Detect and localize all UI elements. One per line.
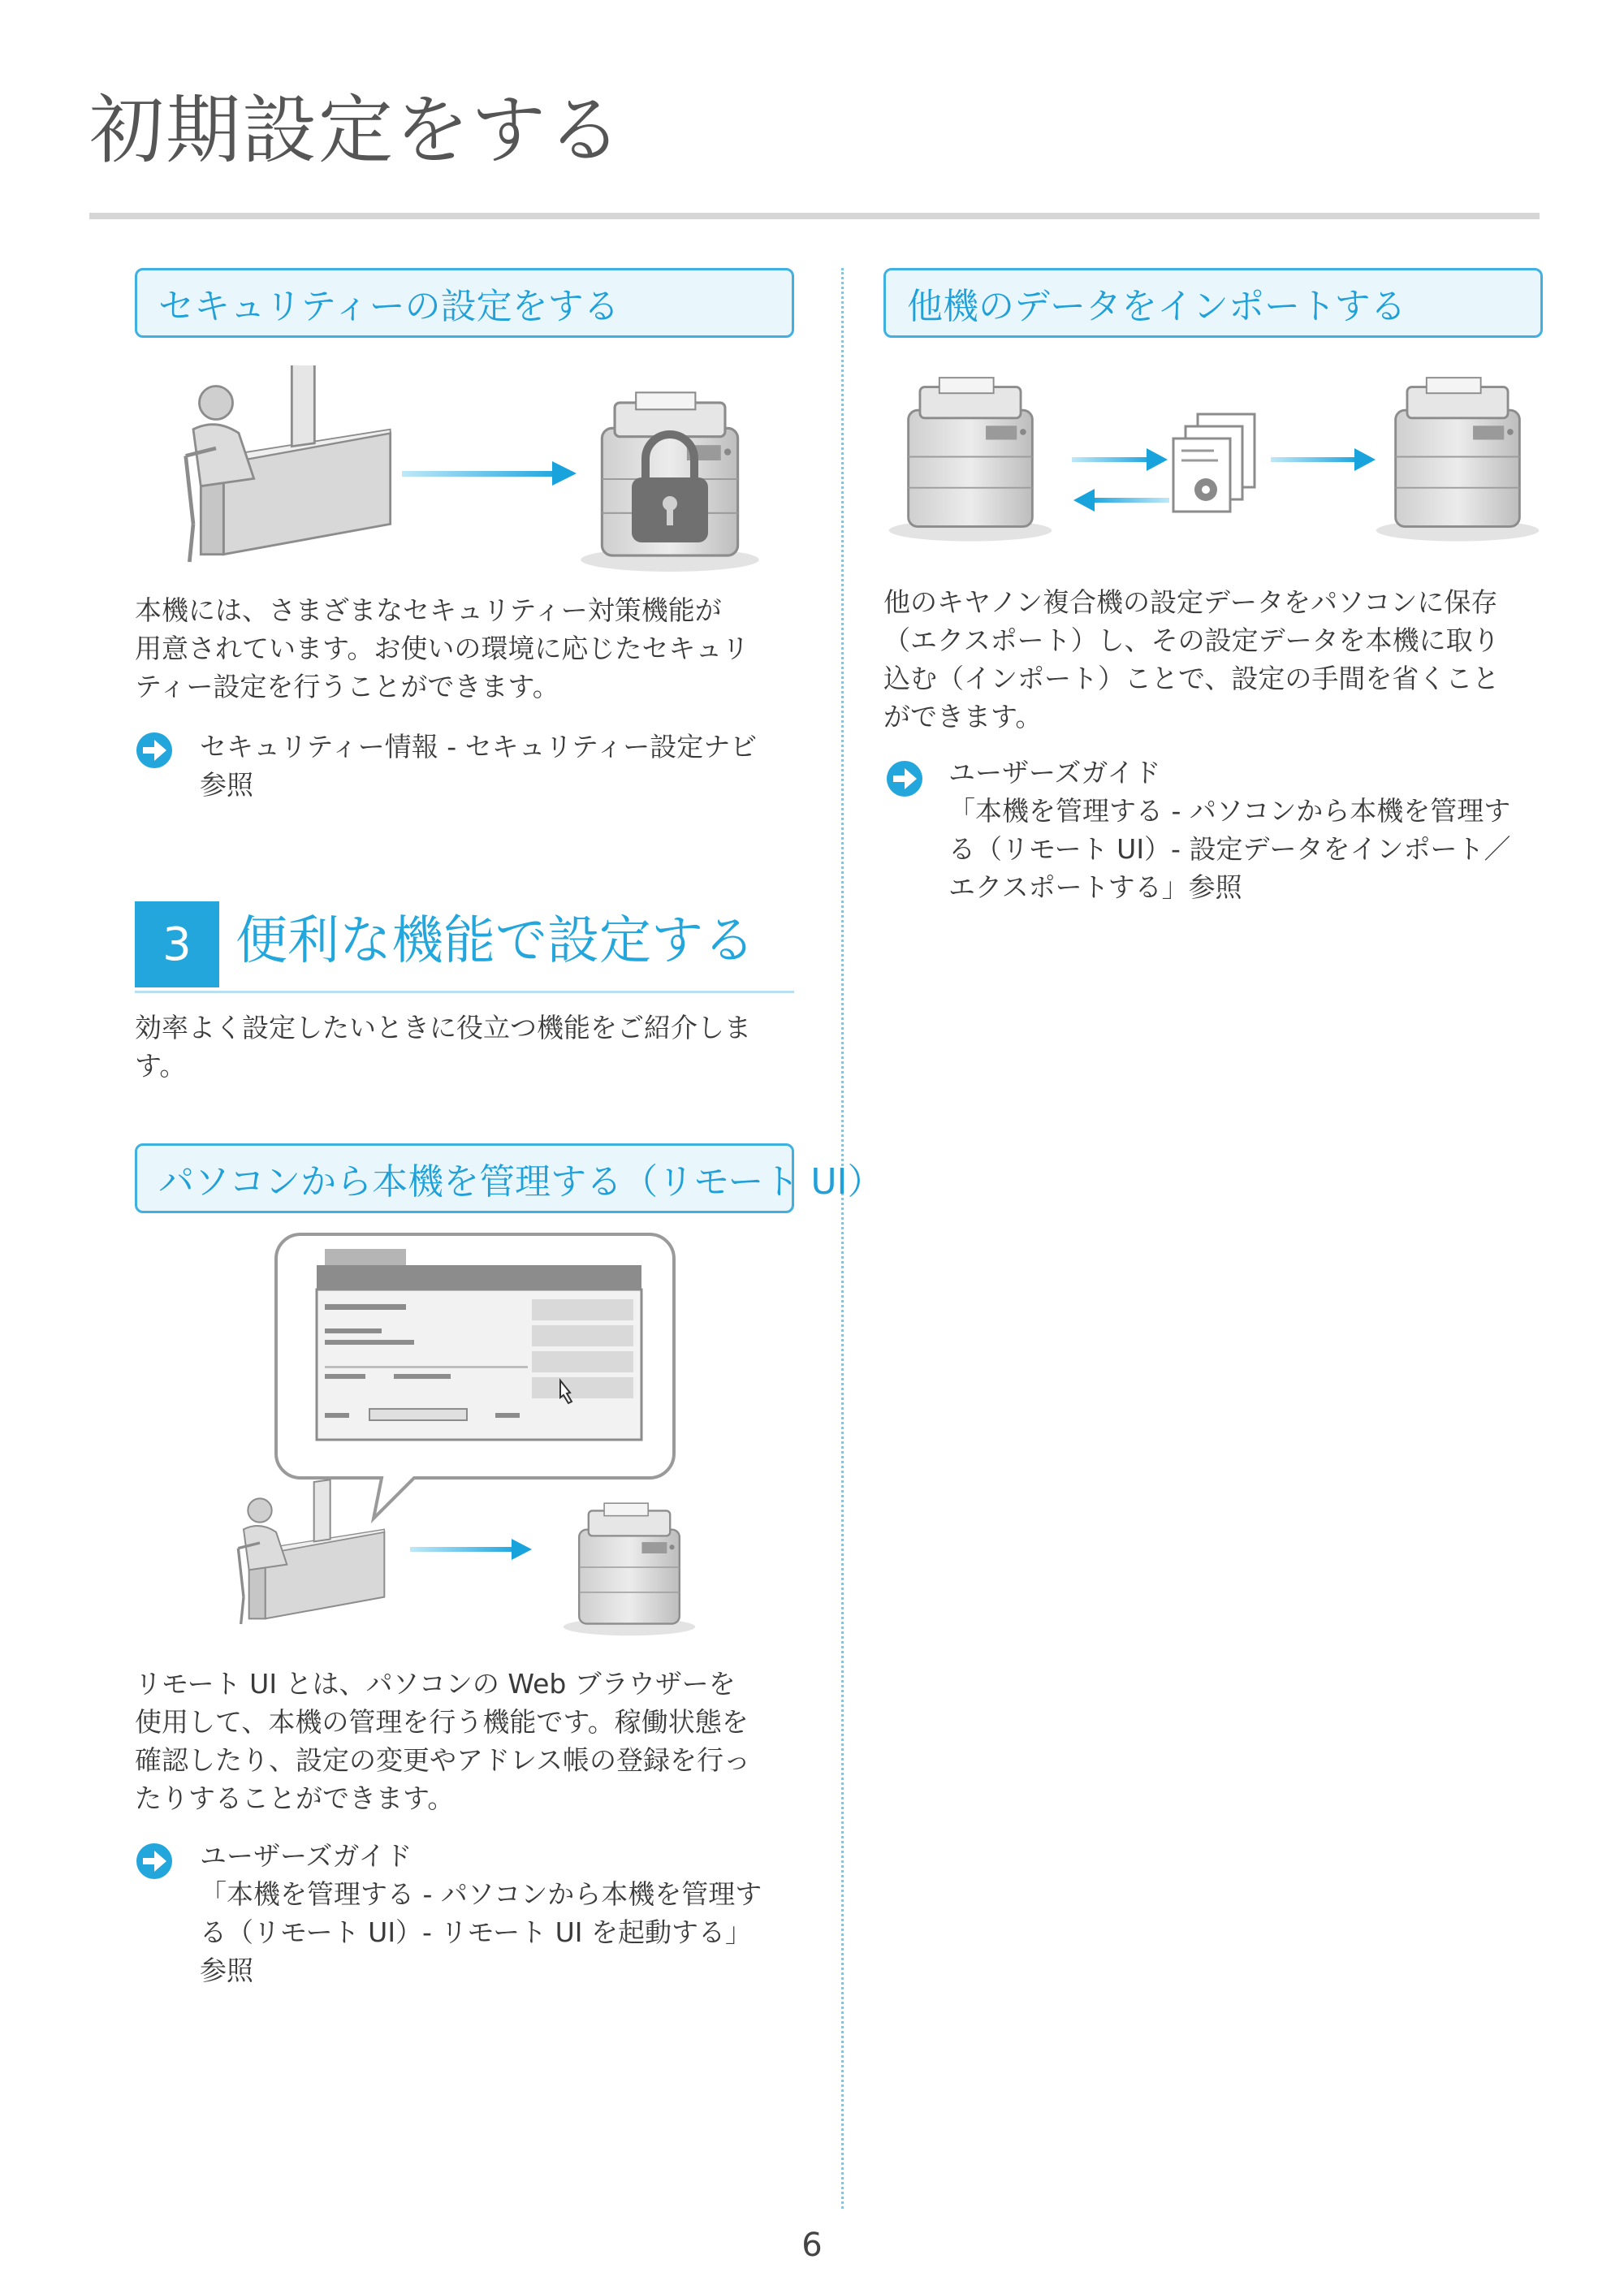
chapter-title: 便利な機能で設定する [235, 911, 755, 971]
page-number: 6 [801, 2227, 823, 2264]
remote-ui-section-header: パソコンから本機を管理する（リモート UI） [135, 1143, 794, 1213]
multifunction-printer-icon [564, 1503, 695, 1635]
security-body: 本機には、さまざまなセキュリティー対策機能が 用意されています。お使いの環境に応じたセキュリ ティー設定を行うことができます。 [135, 594, 749, 702]
chapter-underline [135, 991, 794, 993]
source-printer-icon [889, 378, 1052, 541]
remote-ui-reference: ユーザーズガイド 「本機を管理する - パソコンから本機を管理す る（リモート UI）- リモート UI を起動する」 参照 [200, 1840, 762, 1986]
security-illustration [171, 357, 788, 585]
page-title: 初期設定をする [89, 87, 624, 174]
user-at-desk-icon [186, 360, 391, 562]
security-reference: セキュリティー情報 - セキュリティー設定ナビ 参照 [200, 731, 758, 801]
arrow-right-icon [552, 461, 577, 486]
chapter-number-badge: 3 [135, 901, 219, 987]
chapter-intro: 効率よく設定したいときに役立つ機能をご紹介しま す。 [135, 1012, 751, 1082]
target-printer-icon [1376, 378, 1539, 541]
column-divider [841, 268, 844, 2209]
import-illustration [885, 369, 1551, 548]
arrow-right-icon [1147, 448, 1168, 471]
title-divider [89, 213, 1540, 219]
settings-data-icon [1173, 414, 1255, 512]
import-body: 他のキヤノン複合機の設定データをパソコンに保存 （エクスポート）し、その設定データを本機に取り 込む（インポート）ことで、設定の手間を省くこと ができます。 [883, 586, 1500, 732]
remote-ui-illustration [227, 1226, 747, 1648]
arrow-right-circle-icon [135, 731, 174, 770]
import-section-header: 他機のデータをインポートする [883, 268, 1543, 338]
arrow-right-circle-icon [135, 1842, 174, 1881]
browser-window-icon [317, 1249, 641, 1440]
arrow-right-circle-icon [885, 759, 924, 798]
arrow-left-icon [1073, 489, 1095, 512]
arrow-right-icon [1354, 448, 1376, 471]
user-at-desk-icon [238, 1480, 384, 1624]
import-reference: ユーザーズガイド 「本機を管理する - パソコンから本機を管理す る（リモート UI）- 設定データをインポート／ エクスポートする」参照 [948, 757, 1511, 903]
security-section-header: セキュリティーの設定をする [135, 268, 794, 338]
arrow-right-icon [512, 1539, 532, 1560]
remote-ui-body: リモート UI とは、パソコンの Web ブラウザーを 使用して、本機の管理を行う機能です。稼働状態を 確認したり、設定の変更やアドレス帳の登録を行っ たりすることができます。 [135, 1668, 751, 1814]
